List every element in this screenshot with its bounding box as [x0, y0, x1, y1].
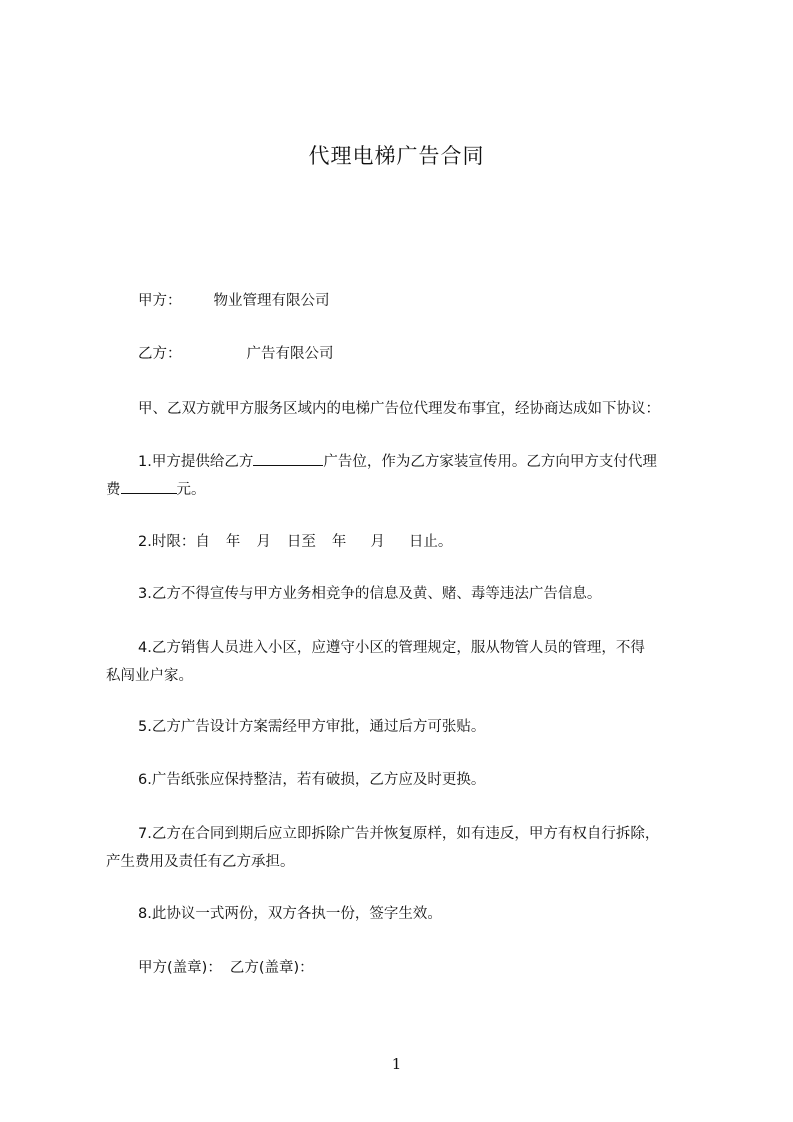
page-number: 1 [391, 1055, 402, 1073]
clause-1-text-d: 元。 [176, 482, 206, 498]
clause-1 [106, 448, 716, 504]
clause-1-text-c: 费 [106, 482, 121, 498]
party-a-line [138, 291, 330, 311]
clause-4-line-2: 私闯业户家。 [106, 668, 193, 684]
clause-2-day-end: 日止。 [408, 534, 453, 550]
clause-2-prefix: 2.时限：自 [138, 534, 210, 550]
signature-party-b: 乙方(盖章)： [229, 960, 314, 976]
party-a-name: 物业管理有限公司 [213, 293, 330, 309]
clause-2-year-start: 年 [225, 534, 241, 550]
clause-1-blank-fee [121, 477, 177, 494]
party-b-line [138, 344, 334, 364]
clause-1-text-b: 广告位，作为乙方家装宣传用。乙方向甲方支付代理 [323, 454, 657, 470]
signature-line [138, 958, 314, 978]
clause-7-line-2: 产生费用及责任有乙方承担。 [106, 854, 295, 870]
clause-2 [138, 532, 452, 552]
clause-6: 6.广告纸张应保持整洁，若有破损，乙方应及时更换。 [138, 772, 486, 788]
clause-2-month-start: 月 [256, 534, 271, 550]
party-b-name: 广告有限公司 [246, 346, 334, 362]
clause-4-line-1: 4.乙方销售人员进入小区，应遵守小区的管理规定，服从物管人员的管理，不得 [138, 640, 645, 656]
clause-7-line-1: 7.乙方在合同到期后应立即拆除广告并恢复原样，如有违反，甲方有权自行拆除， [138, 826, 660, 842]
clause-1-blank-location [253, 449, 323, 466]
party-b-label: 乙方： [138, 346, 182, 362]
party-a-label: 甲方： [138, 293, 182, 309]
clause-2-month-end: 月 [370, 534, 385, 550]
clause-7 [106, 820, 716, 876]
clause-8: 8.此协议一式两份，双方各执一份，签字生效。 [138, 906, 442, 922]
clause-5: 5.乙方广告设计方案需经甲方审批，通过后方可张贴。 [138, 719, 486, 735]
signature-party-a: 甲方(盖章)： [138, 960, 222, 976]
clause-3: 3.乙方不得宣传与甲方业务相竞争的信息及黄、赌、毒等违法广告信息。 [138, 586, 602, 602]
clause-2-day-to: 日至 [286, 534, 316, 550]
clause-1-text-a: 1.甲方提供给乙方 [138, 454, 254, 470]
clause-4 [106, 634, 716, 690]
intro-paragraph: 甲、乙双方就甲方服务区域内的电梯广告位代理发布事宜，经协商达成如下协议： [138, 401, 660, 417]
clause-2-year-end: 年 [331, 534, 347, 550]
contract-title: 代理电梯广告合同 [308, 144, 485, 168]
